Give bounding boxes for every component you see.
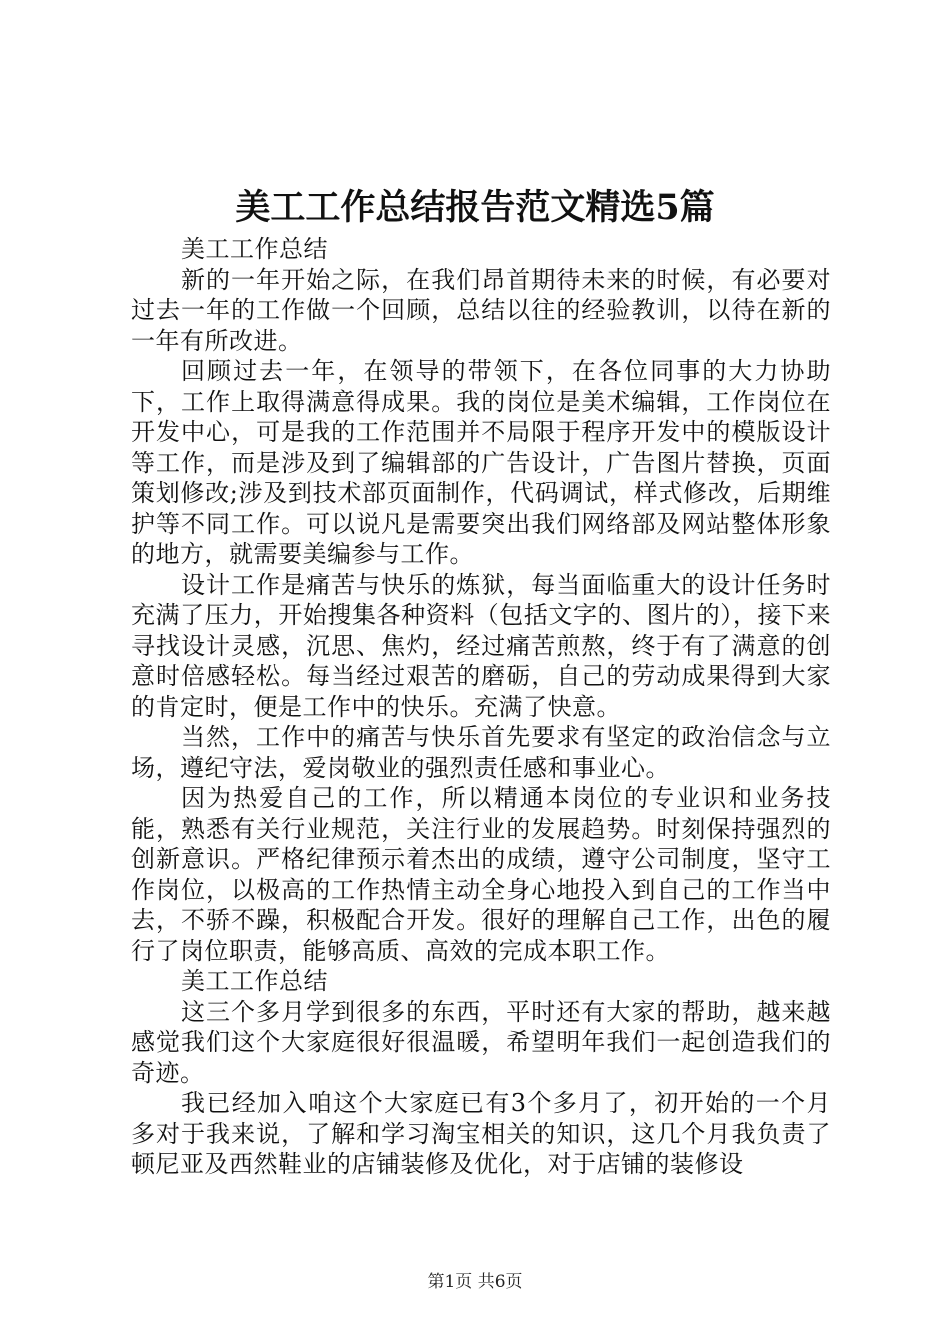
paragraph: 因为热爱自己的工作，所以精通本岗位的专业识和业务技能，熟悉有关行业规范，关注行业的发展趋势。时刻保持强烈的创新意识。严格纪律预示着杰出的成绩，遵守公司制度，坚守工作岗位，以极高的工作热情主动全身心地投入到自己的工作当中去，不骄不躁，积极配合开发。很好的理解自己工作，出色的履行了岗位职责，能够高质、高效的完成本职工作。 (131, 784, 831, 965)
paragraph: 回顾过去一年，在领导的带领下，在各位同事的大力协助下，工作上取得满意得成果。我的岗位是美术编辑，工作岗位在开发中心，可是我的工作范围并不局限于程序开发中的模版设计等工作，而是涉及到了编辑部的广告设计，广告图片替换，页面策划修改;涉及到技术部页面制作，代码调试，样式修改，后期维护等不同工作。可以说凡是需要突出我们网络部及网站整体形象的地方，就需要美编参与工作。 (131, 357, 831, 568)
paragraph: 当然，工作中的痛苦与快乐首先要求有坚定的政治信念与立场，遵纪守法，爱岗敬业的强烈责任感和事业心。 (131, 723, 831, 782)
paragraph: 设计工作是痛苦与快乐的炼狱，每当面临重大的设计任务时充满了压力，开始搜集各种资料（包括文字的、图片的），接下来寻找设计灵感，沉思、焦灼，经过痛苦煎熬，终于有了满意的创意时倍感轻松。每当经过艰苦的磨砺，自己的劳动成果得到大家的肯定时，便是工作中的快乐。充满了快意。 (131, 570, 831, 721)
section-heading: 美工工作总结 (181, 235, 328, 263)
paragraph: 新的一年开始之际，在我们昂首期待未来的时候，有必要对过去一年的工作做一个回顾，总结以往的经验教训，以待在新的一年有所改进。 (131, 265, 831, 355)
paragraph: 这三个多月学到很多的东西，平时还有大家的帮助，越来越感觉我们这个大家庭很好很温暖，希望明年我们一起创造我们的奇迹。 (131, 997, 831, 1087)
page-number-footer: 第1页 共6页 (427, 1272, 523, 1292)
document-title: 美工工作总结报告范文精选5篇 (235, 187, 715, 228)
section-heading: 美工工作总结 (181, 967, 328, 995)
document-body (131, 234, 831, 1180)
paragraph: 我已经加入咱这个大家庭已有3个多月了，初开始的一个月多对于我来说，了解和学习淘宝相关的知识，这几个月我负责了顿尼亚及西然鞋业的店铺装修及优化，对于店铺的装修设 (131, 1089, 831, 1178)
